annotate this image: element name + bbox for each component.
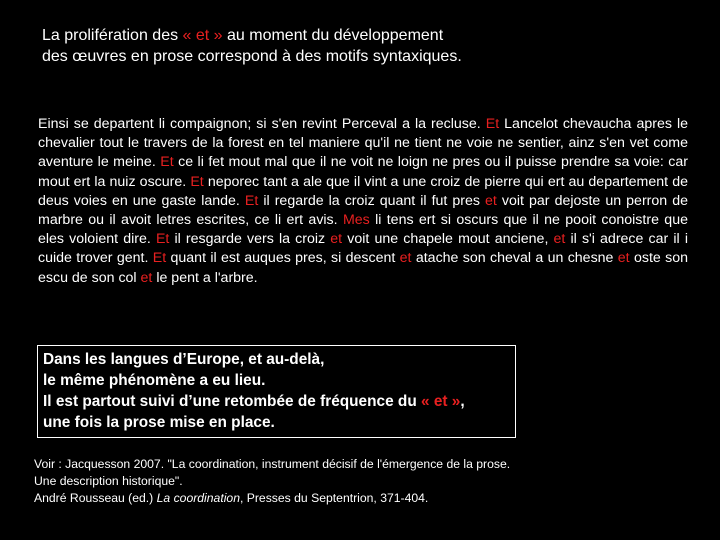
source-line: Voir : Jacquesson 2007. "La coordination, instrument décisif de l'émergence de la prose. — [34, 457, 511, 471]
source-text: , Presses du Septentrion, 371-404. — [239, 491, 429, 505]
old-french-quotation — [38, 115, 688, 288]
highlighted-conjunction: Et — [485, 116, 500, 132]
highlighted-conjunction: et — [140, 269, 153, 286]
source-line — [34, 490, 674, 507]
callout-text: , — [460, 393, 465, 410]
quote-text: voit une chapele mout anciene, — [342, 231, 554, 248]
highlighted-conjunction: et — [399, 250, 412, 267]
heading-text: des œuvres en prose correspond à des motifs syntaxiques. — [42, 48, 462, 65]
source-book-title: La coordination — [156, 491, 240, 505]
quote-text: neporec tant a ale que il vint a une croiz de pierre qui ert au departement de deus voies en une gaste lande. — [38, 173, 688, 209]
callout-line: Dans les langues d’Europe, et au-delà, — [43, 351, 325, 368]
quote-text: voit par dejoste un perron de marbre ou il avoit letres escrites, ce li ert avis. — [38, 192, 688, 229]
highlighted-conjunction: et — [617, 250, 630, 267]
quote-text: ce li fet mout mal que il ne voit ne loign ne pres ou il puisse prendre sa voie: car mout ert la nuiz oscure. — [38, 154, 688, 190]
callout-text: Il est partout suivi d’une retombée de fréquence du — [43, 393, 421, 410]
quote-text: atache son cheval a un chesne — [411, 250, 618, 267]
quote-text: Einsi se departent li compaignon; si s'en revint Perceval a la recluse. — [38, 116, 486, 132]
quote-text: quant il est auques pres, si descent — [166, 250, 400, 267]
quote-text: il regarde la croiz quant il fut pres — [258, 192, 486, 209]
quote-text: oste son escu de son col — [38, 250, 689, 286]
highlighted-conjunction: Et — [152, 250, 167, 267]
highlighted-conjunction: et — [330, 231, 343, 248]
highlighted-conjunction: Et — [155, 231, 170, 248]
callout-line — [43, 391, 508, 412]
quote-text: Lancelot chevaucha apres le chevalier tout le travers de la forest en tel maniere qu'il ne tient ne voie ne sentier, ainz s'en vet come aventure le meine. — [38, 116, 689, 171]
highlighted-conjunction: et — [553, 231, 566, 248]
highlighted-conjunction: Mes — [342, 212, 370, 229]
quote-text: il s'i adrece car il i cuide trover gent. — [38, 231, 688, 267]
callout-box — [37, 345, 516, 438]
callout-line: une fois la prose mise en place. — [43, 414, 275, 431]
slide-heading — [42, 25, 682, 67]
source-line: Une description historique". — [34, 474, 183, 488]
highlighted-conjunction: Et — [190, 173, 204, 190]
highlighted-conjunction: Et — [160, 154, 174, 171]
quote-text: li tens ert si oscurs que il ne pooit conoistre que eles voloient dire. — [38, 212, 688, 248]
highlighted-conjunction: et — [485, 192, 497, 209]
heading-text: au moment du développement — [222, 27, 444, 44]
heading-text: La prolifération des — [42, 27, 183, 44]
quote-text: le pent a l'arbre. — [152, 269, 258, 286]
source-text: André Rousseau (ed.) — [34, 491, 157, 505]
highlighted-conjunction: Et — [244, 192, 259, 209]
source-reference — [34, 456, 674, 507]
quote-text: il resgarde vers la croiz — [169, 231, 331, 248]
heading-highlight-et: « et » — [182, 27, 223, 44]
callout-line: le même phénomène a eu lieu. — [43, 372, 266, 389]
callout-highlight-et: « et » — [421, 393, 461, 410]
